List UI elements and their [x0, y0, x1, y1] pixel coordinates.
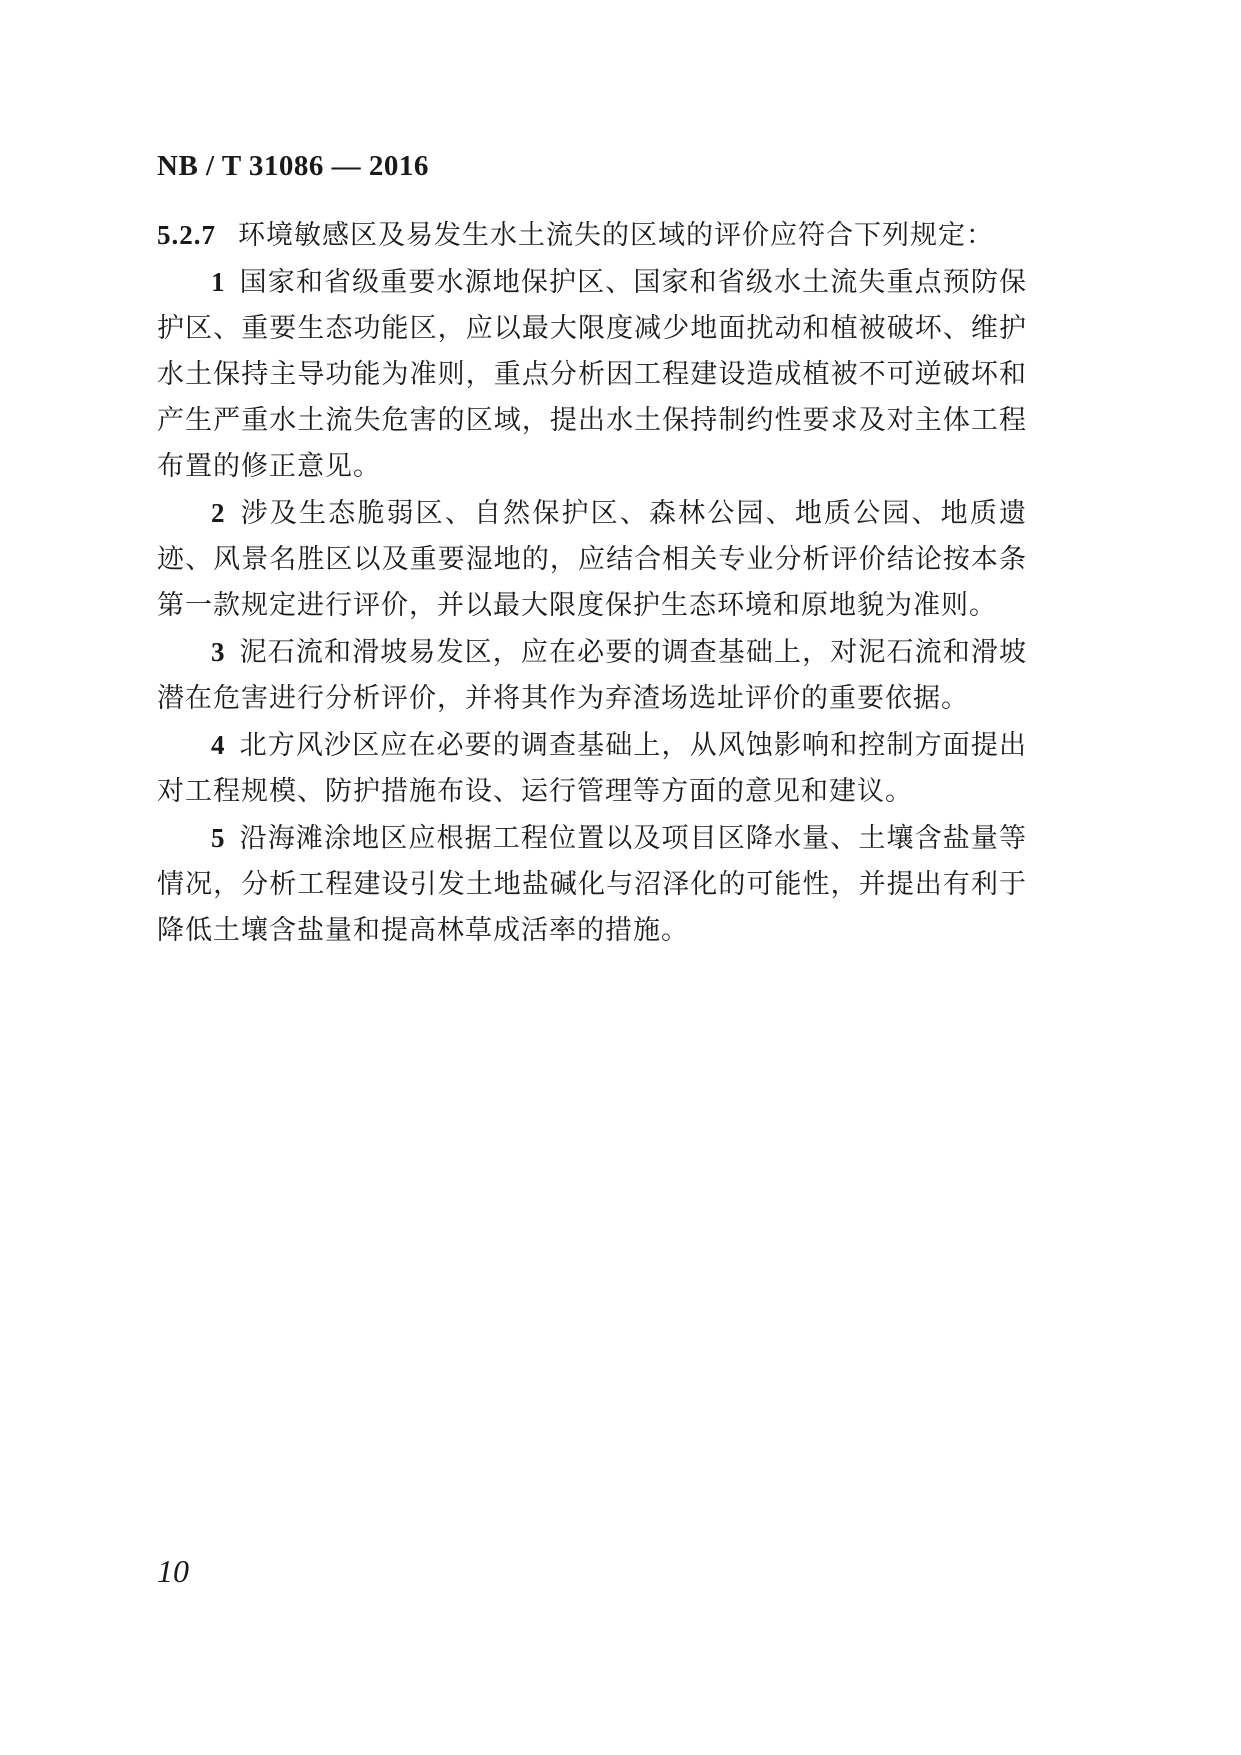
list-item-3 [157, 629, 1027, 722]
item-number: 4 [211, 730, 226, 760]
item-text: 沿海滩涂地区应根据工程位置以及项目区降水量、土壤含盐量等情况，分析工程建设引发土地盐碱化与沼泽化的可能性，并提出有利于降低土壤含盐量和提高林草成活率的措施。 [157, 823, 1027, 946]
item-text: 涉及生态脆弱区、自然保护区、森林公园、地质公园、地质遗迹、风景名胜区以及重要湿地的，应结合相关专业分析评价结论按本条第一款规定进行评价，并以最大限度保护生态环境和原地貌为准则。 [157, 498, 1027, 621]
item-text: 泥石流和滑坡易发区，应在必要的调查基础上，对泥石流和滑坡潜在危害进行分析评价，并将其作为弃渣场选址评价的重要依据。 [157, 637, 1027, 714]
clause-paragraph [157, 212, 1027, 259]
clause-text: 环境敏感区及易发生水土流失的区域的评价应符合下列规定： [238, 220, 994, 251]
list-item-2 [157, 490, 1027, 629]
item-text: 国家和省级重要水源地保护区、国家和省级水土流失重点预防保护区、重要生态功能区，应以最大限度减少地面扰动和植被破坏、维护水土保持主导功能为准则，重点分析因工程建设造成植被不可逆破坏和产生严重水土流失危害的区域，提出水土保持制约性要求及对主体工程布置的修正意见。 [157, 267, 1027, 482]
item-number: 3 [211, 637, 226, 667]
clause-number: 5.2.7 [157, 220, 216, 250]
list-item-5 [157, 815, 1027, 954]
list-item-4 [157, 722, 1027, 815]
item-text: 北方风沙区应在必要的调查基础上，从风蚀影响和控制方面提出对工程规模、防护措施布设、运行管理等方面的意见和建议。 [157, 730, 1027, 807]
page-number: 10 [157, 1553, 189, 1589]
clause-body [157, 212, 1027, 954]
list-item-1 [157, 259, 1027, 490]
item-number: 2 [211, 498, 226, 528]
item-number: 5 [211, 823, 226, 853]
item-number: 1 [211, 267, 226, 297]
standard-code-header: NB / T 31086 — 2016 [157, 150, 429, 182]
